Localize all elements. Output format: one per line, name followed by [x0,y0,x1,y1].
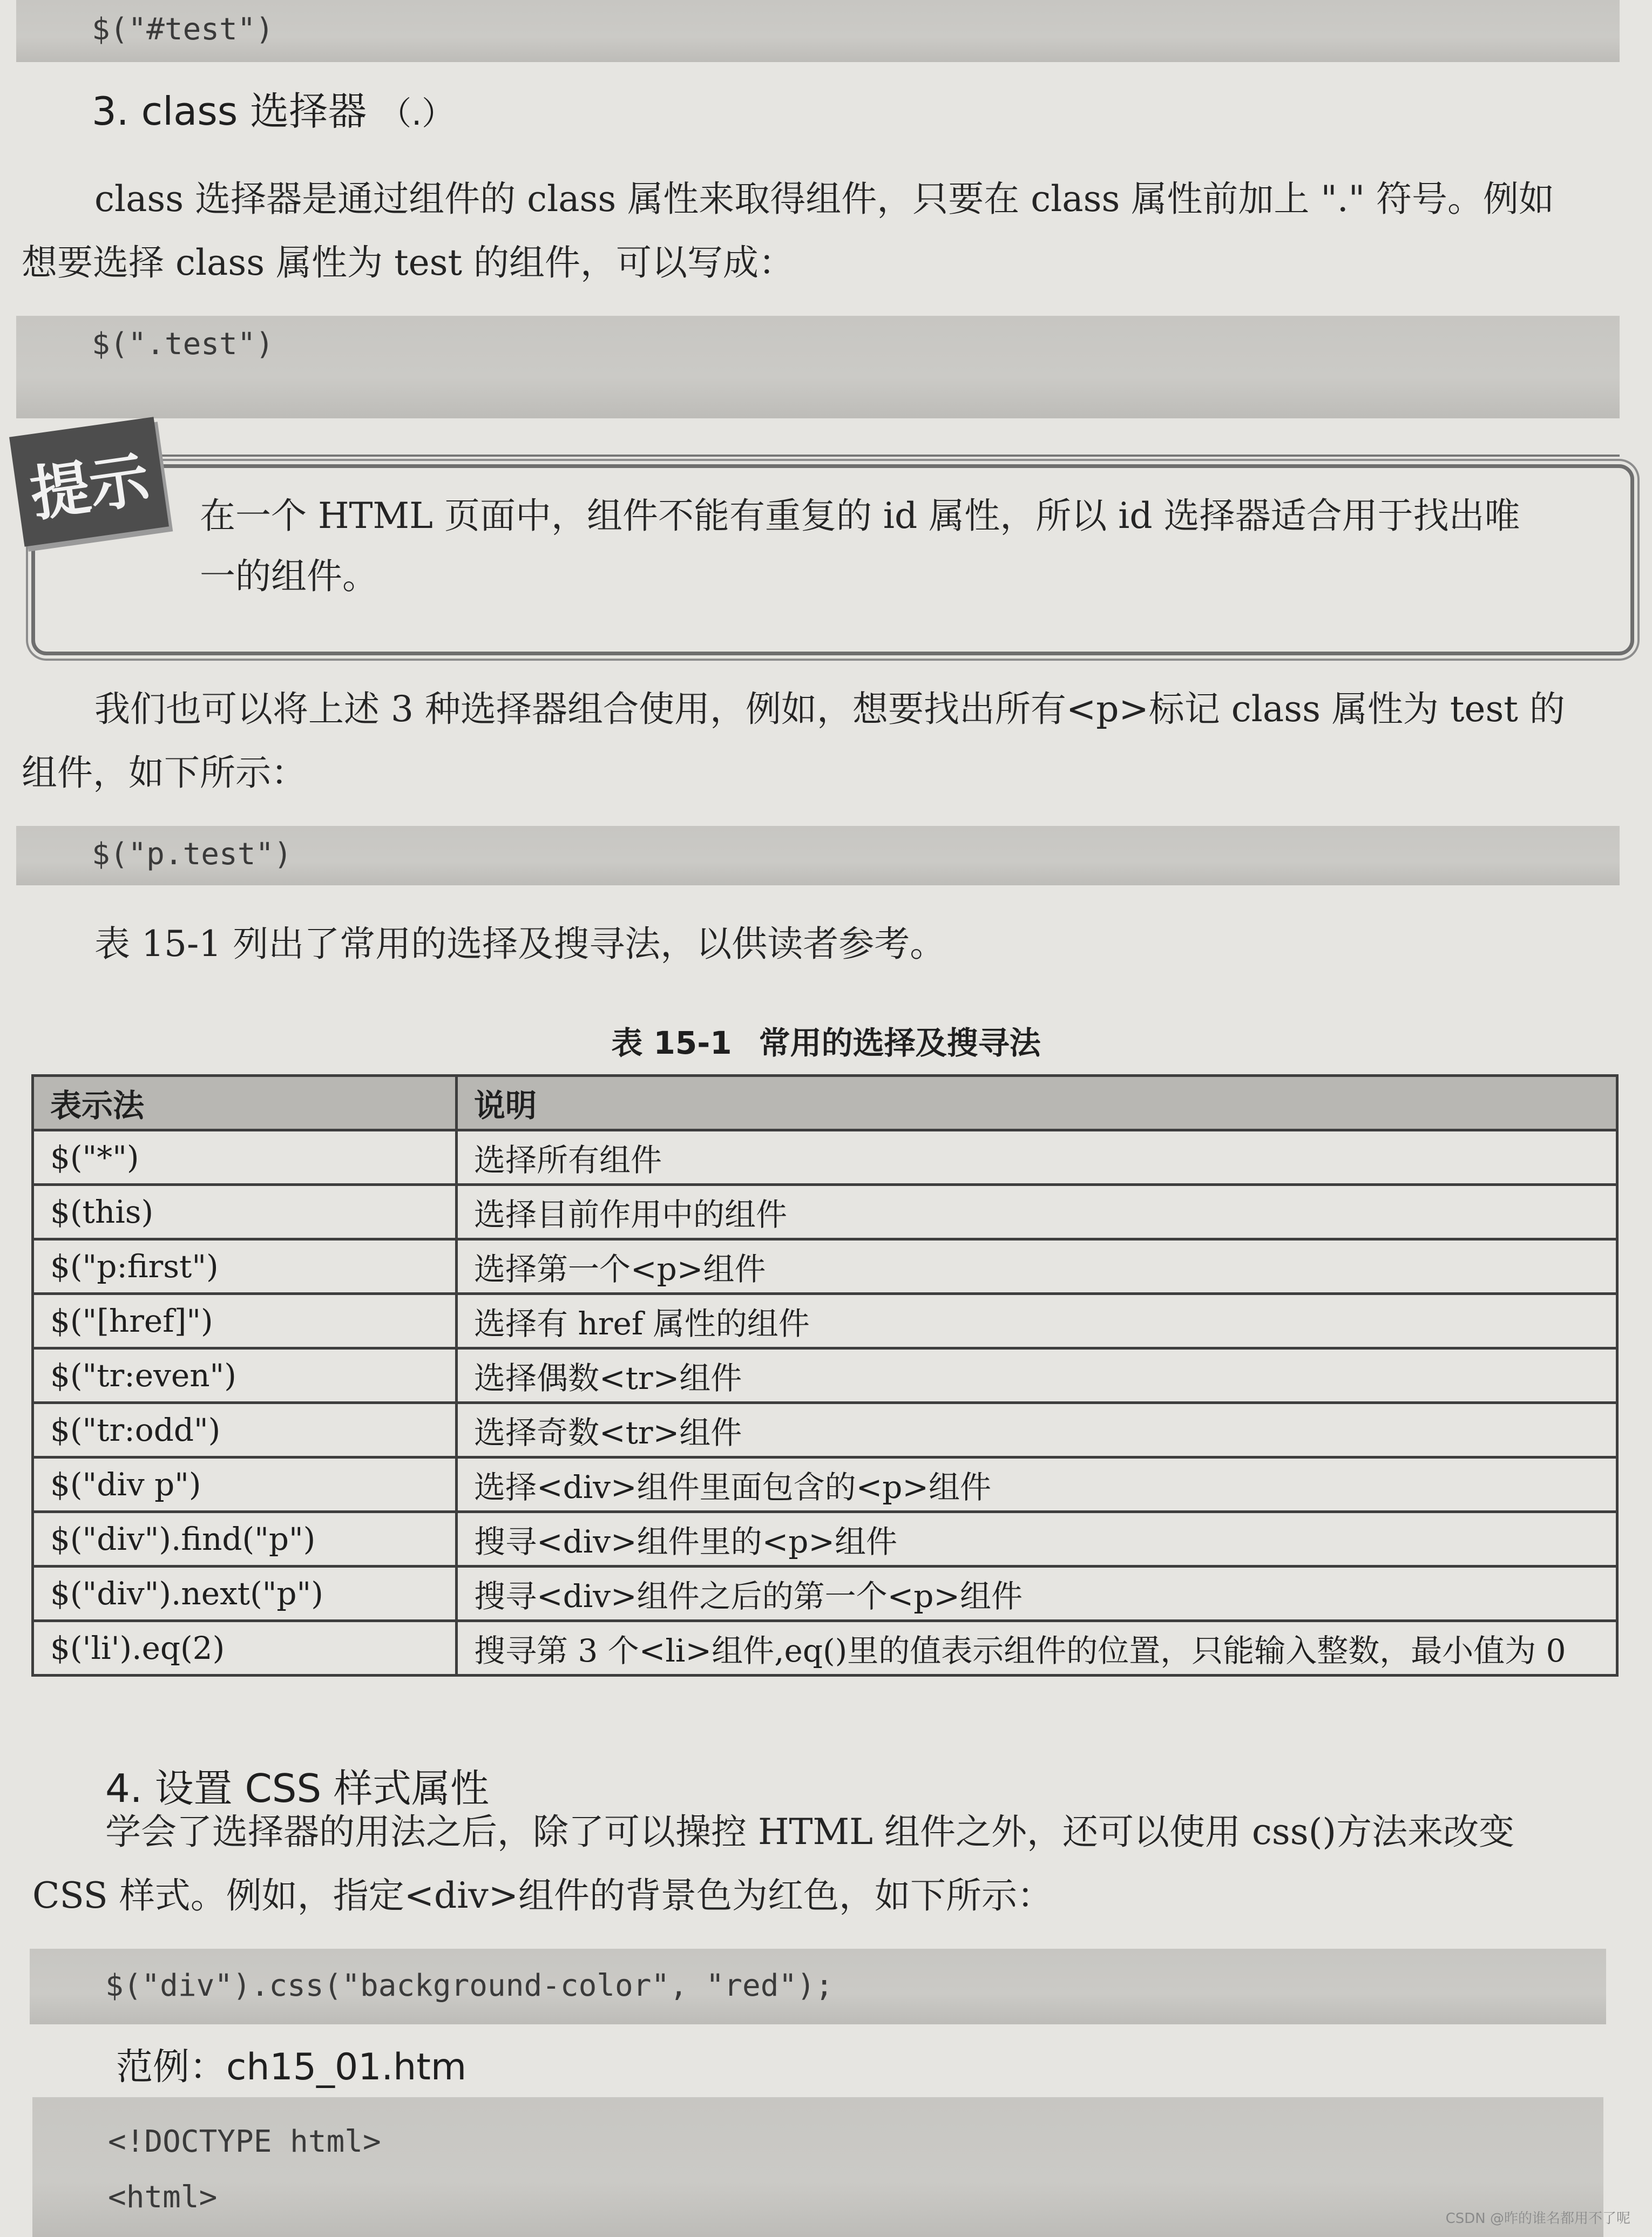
code-line: <html> [108,2180,218,2215]
tip-line: 一的组件。 [200,555,378,597]
notation-cell: $('li').eq(2) [33,1621,457,1676]
description-cell: 选择<div>组件里面包含的<p>组件 [457,1458,1617,1512]
tip-label-badge [9,417,169,547]
table-row [33,1130,1617,1185]
description-cell: 选择奇数<tr>组件 [457,1403,1617,1458]
section-heading-3 [92,80,454,136]
table-row [33,1403,1617,1458]
table-header-row [33,1076,1617,1130]
code-block-class-selector [16,316,1620,418]
column-header-notation: 表示法 [33,1076,457,1130]
code-block-css [30,1949,1606,2024]
table-row [33,1185,1617,1239]
description-cell: 搜寻<div>组件之后的第一个<p>组件 [457,1567,1617,1621]
notation-cell: $("p:first") [33,1239,457,1294]
description-cell: 选择偶数<tr>组件 [457,1348,1617,1403]
example-label: 范例：ch15_01.htm [116,2046,467,2089]
code-block-p-test [16,826,1620,885]
code-line: $("p.test") [92,837,292,872]
paragraph-class-selector [22,167,1620,295]
paragraph-combined-selectors [22,677,1620,805]
code-line: $(".test") [92,327,274,362]
section-title: 4. 设置 CSS 样式属性 [105,1766,490,1811]
notation-cell: $("div").next("p") [33,1567,457,1621]
table-row [33,1348,1617,1403]
tip-text [200,486,1603,607]
description-cell: 选择有 href 属性的组件 [457,1294,1617,1348]
paragraph-text: 表 15-1 列出了常用的选择及搜寻法，以供读者参考。 [94,923,946,965]
code-block-example [32,2097,1603,2237]
paragraph-line [22,677,1620,741]
notation-cell: $("div p") [33,1458,457,1512]
paragraph-line: CSS 样式。例如，指定<div>组件的背景色为红色，如下所示： [32,1875,1053,1916]
selector-reference-table [31,1074,1619,1677]
paragraph-table-intro [22,912,1620,976]
table-caption-number: 表 15-1 [611,1025,732,1061]
code-line: <!DOCTYPE html> [108,2124,381,2159]
table-row [33,1458,1617,1512]
description-cell: 选择第一个<p>组件 [457,1239,1617,1294]
column-header-description: 说明 [457,1076,1617,1130]
table-caption-title: 常用的选择及搜寻法 [759,1025,1041,1061]
paragraph-line: 组件，如下所示： [22,752,307,794]
paragraph-line [22,167,1620,231]
notation-cell: $(this) [33,1185,457,1239]
table-row [33,1512,1617,1567]
code-line: $("#test") [92,12,274,47]
paragraph-text: 我们也可以将上述 3 种选择器组合使用，例如，想要找出所有<p>标记 class 属性为 test 的 [94,688,1565,730]
paragraph-line [32,1800,1620,1864]
notation-cell: $("div").find("p") [33,1512,457,1567]
description-cell: 搜寻第 3 个<li>组件,eq()里的值表示组件的位置，只能输入整数，最小值为 0 [457,1621,1617,1676]
section-title: 3. class 选择器 [92,89,367,134]
description-cell: 搜寻<div>组件里的<p>组件 [457,1512,1617,1567]
watermark: CSDN @昨的谁名都用不了呢 [1445,2211,1630,2227]
paragraph-css-method [32,1800,1620,1928]
paragraph-line: 想要选择 class 属性为 test 的组件，可以写成： [22,242,795,283]
tip-line: 在一个 HTML 页面中，组件不能有重复的 id 属性，所以 id 选择器适合用于找出唯 [200,495,1520,537]
paragraph-text: 学会了选择器的用法之后，除了可以操控 HTML 组件之外，还可以使用 css()方法来改变 [105,1811,1515,1853]
description-cell: 选择所有组件 [457,1130,1617,1185]
table-row [33,1239,1617,1294]
notation-cell: $("[href]") [33,1294,457,1348]
notation-cell: $("tr:even") [33,1348,457,1403]
table-caption [0,1018,1652,1063]
table-row [33,1567,1617,1621]
notation-cell: $("*") [33,1130,457,1185]
description-cell: 选择目前作用中的组件 [457,1185,1617,1239]
table-row [33,1621,1617,1676]
notation-cell: $("tr:odd") [33,1403,457,1458]
section-title-paren: （.） [379,95,455,133]
table-row [33,1294,1617,1348]
tip-divider [162,455,1620,464]
tip-label: 提示 [26,444,154,530]
paragraph-line [22,912,1620,976]
paragraph-text: class 选择器是通过组件的 class 属性来取得组件，只要在 class 属性前加上 "." 符号。例如 [94,178,1555,220]
code-line: $("div").css("background-color", "red"); [105,1968,834,2003]
code-block-id-selector [16,0,1620,62]
